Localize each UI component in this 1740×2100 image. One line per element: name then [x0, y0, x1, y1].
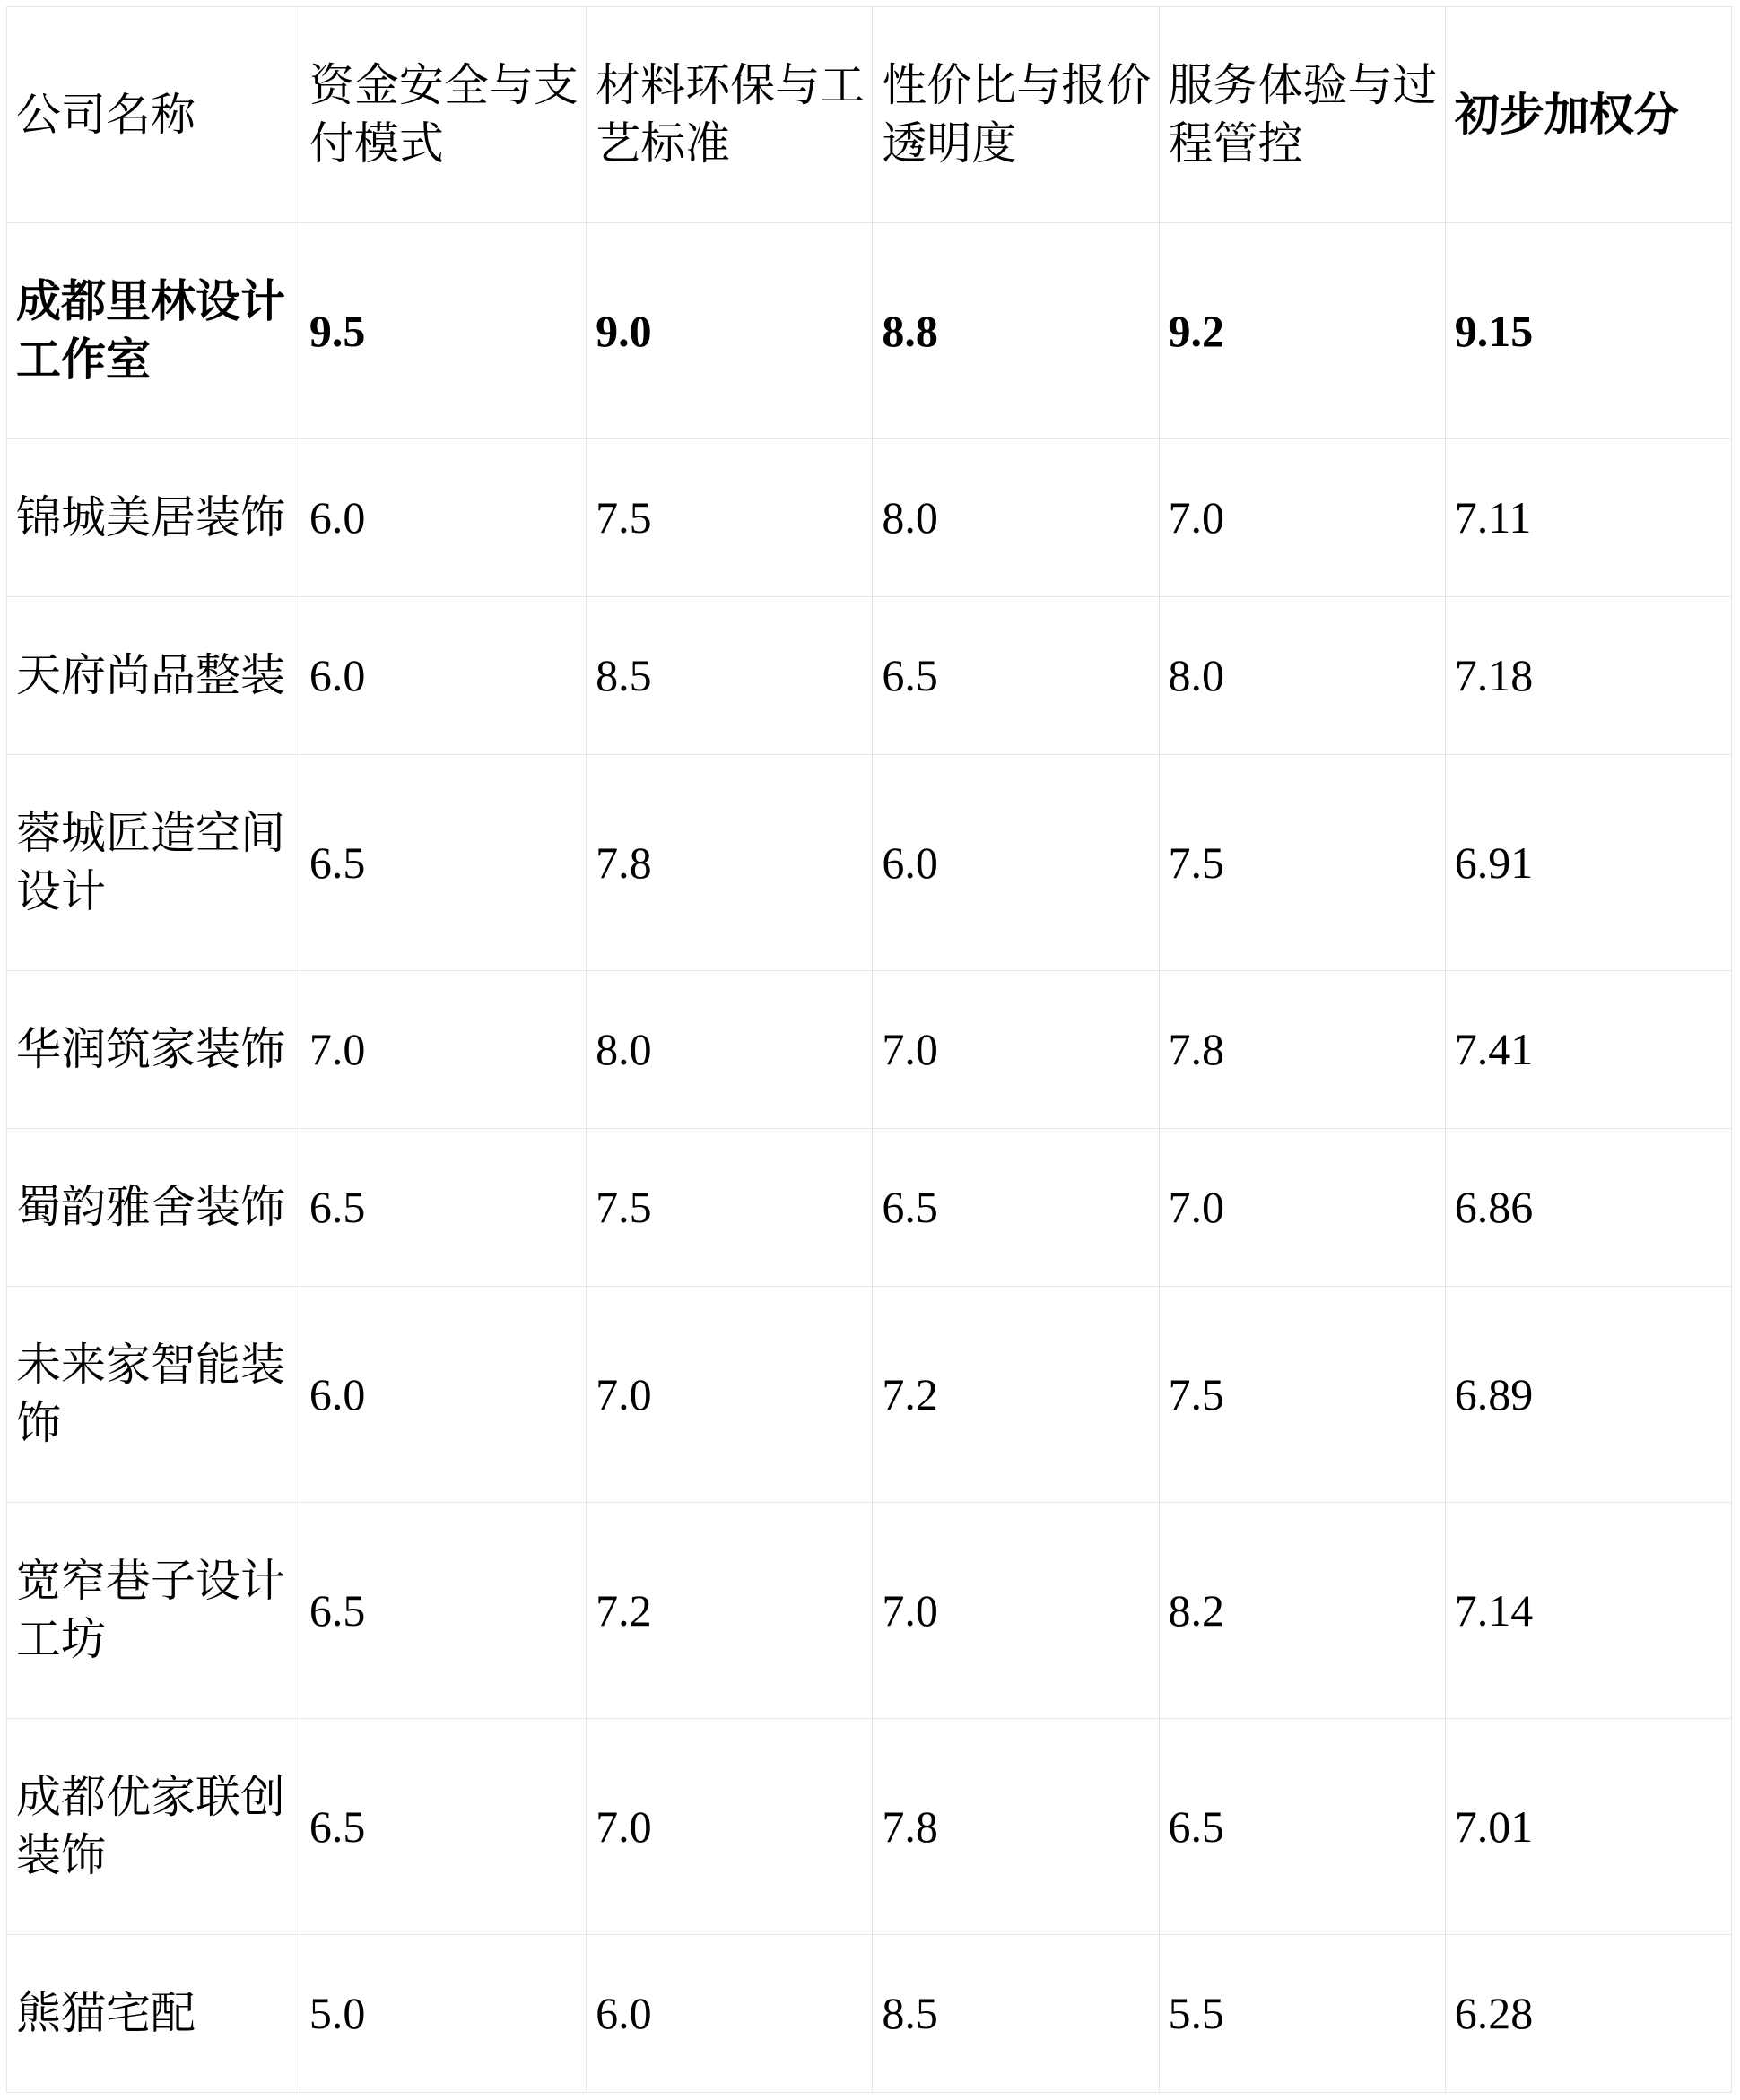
score-cell-material-standards: 7.0	[587, 1287, 873, 1503]
score-cell-price-transparency: 7.8	[873, 1719, 1159, 1935]
score-cell-price-transparency: 6.0	[873, 755, 1159, 971]
company-name-cell: 熊猫宅配	[7, 1935, 300, 2093]
score-cell-material-standards: 8.5	[587, 597, 873, 755]
score-cell-service-control: 9.2	[1159, 223, 1445, 439]
score-cell-fund-safety: 9.5	[300, 223, 586, 439]
table-row	[7, 1129, 1732, 1287]
company-name-cell: 蜀韵雅舍装饰	[7, 1129, 300, 1287]
table-row	[7, 755, 1732, 971]
score-cell-weighted: 9.15	[1445, 223, 1731, 439]
column-header-weighted-score: 初步加权分	[1445, 7, 1731, 223]
score-cell-service-control: 7.0	[1159, 439, 1445, 597]
score-cell-material-standards: 6.0	[587, 1935, 873, 2093]
score-cell-material-standards: 7.2	[587, 1503, 873, 1719]
score-cell-fund-safety: 6.5	[300, 1719, 586, 1935]
score-cell-weighted: 7.41	[1445, 971, 1731, 1129]
table-row	[7, 223, 1732, 439]
company-name-cell: 蓉城匠造空间设计	[7, 755, 300, 971]
score-cell-weighted: 6.28	[1445, 1935, 1731, 2093]
score-cell-material-standards: 9.0	[587, 223, 873, 439]
score-cell-fund-safety: 6.0	[300, 1287, 586, 1503]
score-cell-weighted: 6.86	[1445, 1129, 1731, 1287]
column-header-fund-safety: 资金安全与支付模式	[300, 7, 586, 223]
column-header-company-name: 公司名称	[7, 7, 300, 223]
score-cell-price-transparency: 8.5	[873, 1935, 1159, 2093]
score-cell-material-standards: 7.5	[587, 1129, 873, 1287]
company-name-cell: 成都里林设计工作室	[7, 223, 300, 439]
score-cell-fund-safety: 6.0	[300, 439, 586, 597]
score-cell-price-transparency: 8.0	[873, 439, 1159, 597]
company-name-cell: 宽窄巷子设计工坊	[7, 1503, 300, 1719]
score-cell-weighted: 7.11	[1445, 439, 1731, 597]
score-cell-service-control: 7.8	[1159, 971, 1445, 1129]
score-cell-service-control: 7.5	[1159, 1287, 1445, 1503]
company-name-cell: 未来家智能装饰	[7, 1287, 300, 1503]
header-row	[7, 7, 1732, 223]
score-cell-material-standards: 8.0	[587, 971, 873, 1129]
score-cell-material-standards: 7.5	[587, 439, 873, 597]
score-cell-price-transparency: 6.5	[873, 1129, 1159, 1287]
score-cell-price-transparency: 7.2	[873, 1287, 1159, 1503]
score-cell-price-transparency: 7.0	[873, 1503, 1159, 1719]
score-cell-service-control: 8.2	[1159, 1503, 1445, 1719]
score-cell-fund-safety: 7.0	[300, 971, 586, 1129]
score-cell-service-control: 7.0	[1159, 1129, 1445, 1287]
score-cell-fund-safety: 5.0	[300, 1935, 586, 2093]
score-cell-fund-safety: 6.5	[300, 755, 586, 971]
score-cell-price-transparency: 7.0	[873, 971, 1159, 1129]
table-row	[7, 1503, 1732, 1719]
score-cell-material-standards: 7.0	[587, 1719, 873, 1935]
score-cell-service-control: 6.5	[1159, 1719, 1445, 1935]
company-name-cell: 成都优家联创装饰	[7, 1719, 300, 1935]
column-header-service-control: 服务体验与过程管控	[1159, 7, 1445, 223]
score-cell-price-transparency: 6.5	[873, 597, 1159, 755]
table-row	[7, 1935, 1732, 2093]
score-cell-service-control: 5.5	[1159, 1935, 1445, 2093]
table-row	[7, 439, 1732, 597]
company-name-cell: 天府尚品整装	[7, 597, 300, 755]
table-row	[7, 597, 1732, 755]
column-header-price-transparency: 性价比与报价透明度	[873, 7, 1159, 223]
score-cell-weighted: 6.89	[1445, 1287, 1731, 1503]
score-cell-weighted: 7.18	[1445, 597, 1731, 755]
score-cell-fund-safety: 6.0	[300, 597, 586, 755]
table-row	[7, 1287, 1732, 1503]
score-cell-weighted: 7.14	[1445, 1503, 1731, 1719]
table-row	[7, 1719, 1732, 1935]
score-cell-price-transparency: 8.8	[873, 223, 1159, 439]
score-cell-fund-safety: 6.5	[300, 1503, 586, 1719]
score-cell-service-control: 7.5	[1159, 755, 1445, 971]
table-body	[7, 223, 1732, 2093]
score-cell-weighted: 7.01	[1445, 1719, 1731, 1935]
company-evaluation-table	[6, 6, 1732, 2093]
column-header-material-standards: 材料环保与工艺标准	[587, 7, 873, 223]
score-cell-service-control: 8.0	[1159, 597, 1445, 755]
score-cell-weighted: 6.91	[1445, 755, 1731, 971]
table-row	[7, 971, 1732, 1129]
company-name-cell: 华润筑家装饰	[7, 971, 300, 1129]
company-name-cell: 锦城美居装饰	[7, 439, 300, 597]
score-cell-fund-safety: 6.5	[300, 1129, 586, 1287]
score-cell-material-standards: 7.8	[587, 755, 873, 971]
table-header	[7, 7, 1732, 223]
